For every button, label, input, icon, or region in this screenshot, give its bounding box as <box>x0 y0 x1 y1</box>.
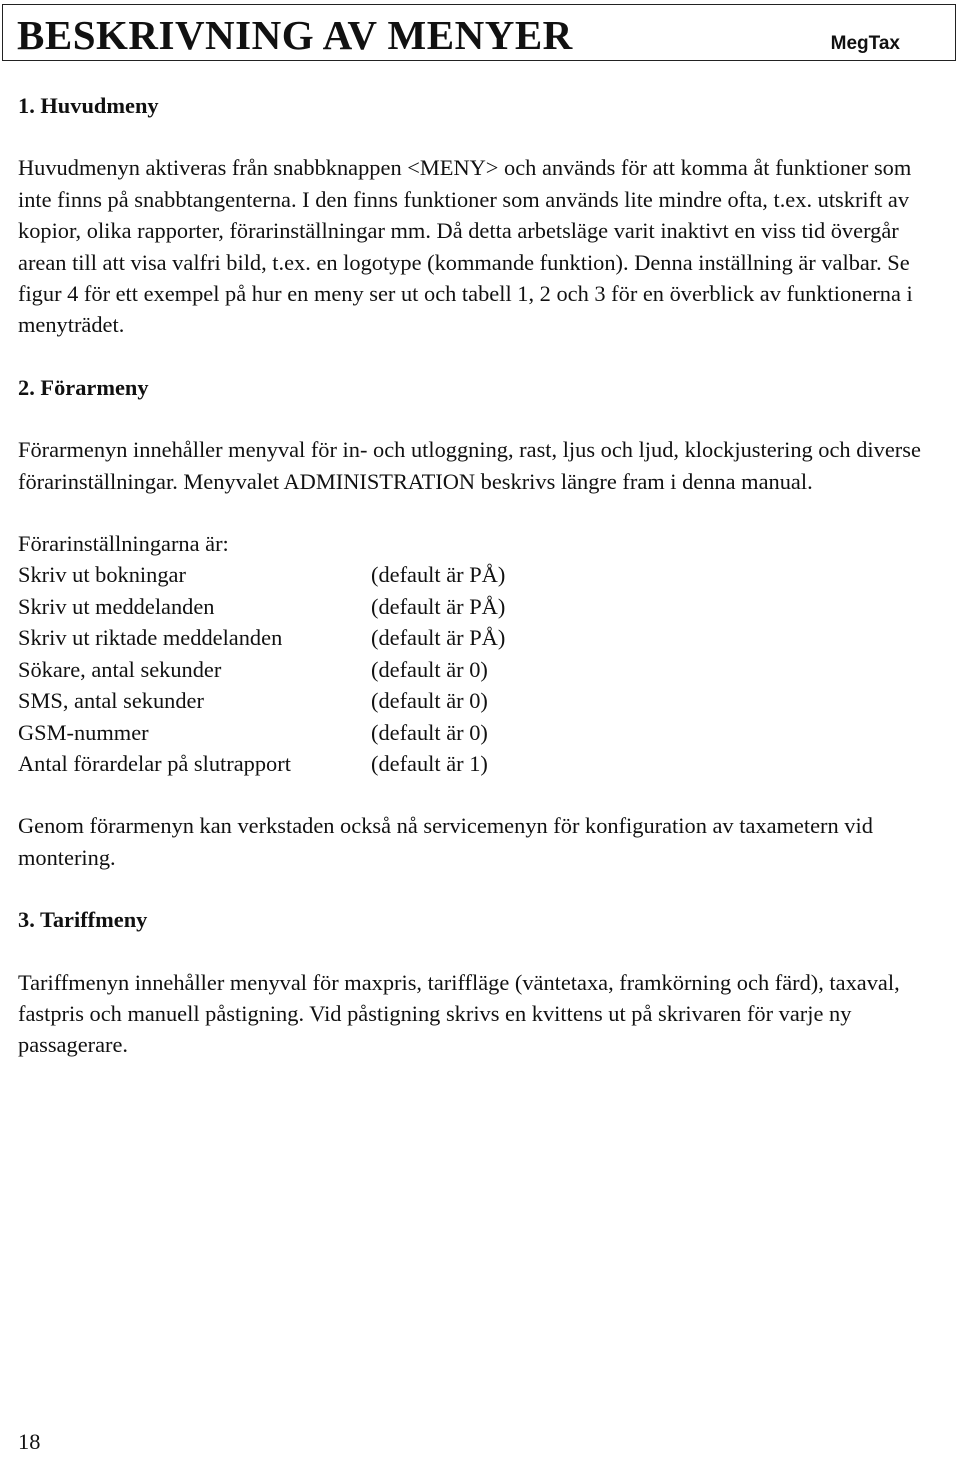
setting-default: (default är PÅ) <box>371 593 506 619</box>
setting-default: (default är PÅ) <box>371 562 506 588</box>
page-number: 18 <box>18 1429 41 1454</box>
setting-name: Skriv ut riktade meddelanden <box>18 625 283 651</box>
setting-row <box>18 717 948 748</box>
setting-default: (default är 1) <box>371 750 488 776</box>
brand-name: MegTax <box>830 33 900 54</box>
setting-row <box>18 685 948 716</box>
document-title: BESKRIVNING AV MENYER <box>17 12 573 58</box>
setting-row <box>18 591 948 622</box>
driver-settings-list <box>18 559 948 779</box>
setting-row <box>18 622 948 653</box>
driver-menu-paragraph: Förarmenyn innehåller menyval för in- och utloggning, rast, ljus och ljud, klockjustering och diverse förarinställningar. Menyvalet ADMINISTRATION beskrivs längre fram i denna manual. <box>18 437 921 494</box>
setting-name: GSM-nummer <box>18 719 149 745</box>
setting-name: Antal förardelar på slutrapport <box>18 750 291 776</box>
setting-default: (default är 0) <box>371 688 488 714</box>
driver-settings-intro: Förarinställningarna är: <box>18 531 229 557</box>
main-menu-paragraph: Huvudmenyn aktiveras från snabbknappen <MENY> och används för att komma åt funktioner som inte finns på snabbtangenterna. I den finns funktioner som används lite mindre ofta, t.ex. utskrift av kopior, olika rapporter, förarinställningar mm. Då detta arbetsläge varit inaktivt en viss tid övergår arean till att visa valfri bild, t.ex. en logotype (kommande funktion). Denna inställning är valbar. Se figur 4 för ett exempel på hur en meny ser ut och tabell 1, 2 och 3 för en överblick av funktionerna i menyträdet. <box>18 155 913 338</box>
setting-default: (default är PÅ) <box>371 625 506 651</box>
setting-row <box>18 748 948 779</box>
page-header <box>2 4 956 61</box>
setting-row <box>18 559 948 590</box>
driver-menu-closing-paragraph: Genom förarmenyn kan verkstaden också nå servicemenyn för konfiguration av taxametern vid montering. <box>18 813 873 870</box>
setting-row <box>18 654 948 685</box>
section-heading-driver-menu: 2. Förarmeny <box>18 374 149 400</box>
section-heading-main-menu: 1. Huvudmeny <box>18 93 159 118</box>
setting-default: (default är 0) <box>371 719 488 745</box>
setting-name: Skriv ut meddelanden <box>18 593 215 619</box>
tariff-menu-paragraph: Tariffmenyn innehåller menyval för maxpris, tariffläge (väntetaxa, framkörning och färd), taxaval, fastpris och manuell påstigning. Vid påstigning skrivs en kvittens ut på skrivaren för varje ny passagerare. <box>18 969 900 1058</box>
setting-name: Sökare, antal sekunder <box>18 656 222 682</box>
setting-name: Skriv ut bokningar <box>18 562 186 588</box>
document-body <box>18 90 948 1061</box>
section-heading-tariff-menu: 3. Tariffmeny <box>18 907 148 933</box>
setting-default: (default är 0) <box>371 656 488 682</box>
setting-name: SMS, antal sekunder <box>18 688 204 714</box>
